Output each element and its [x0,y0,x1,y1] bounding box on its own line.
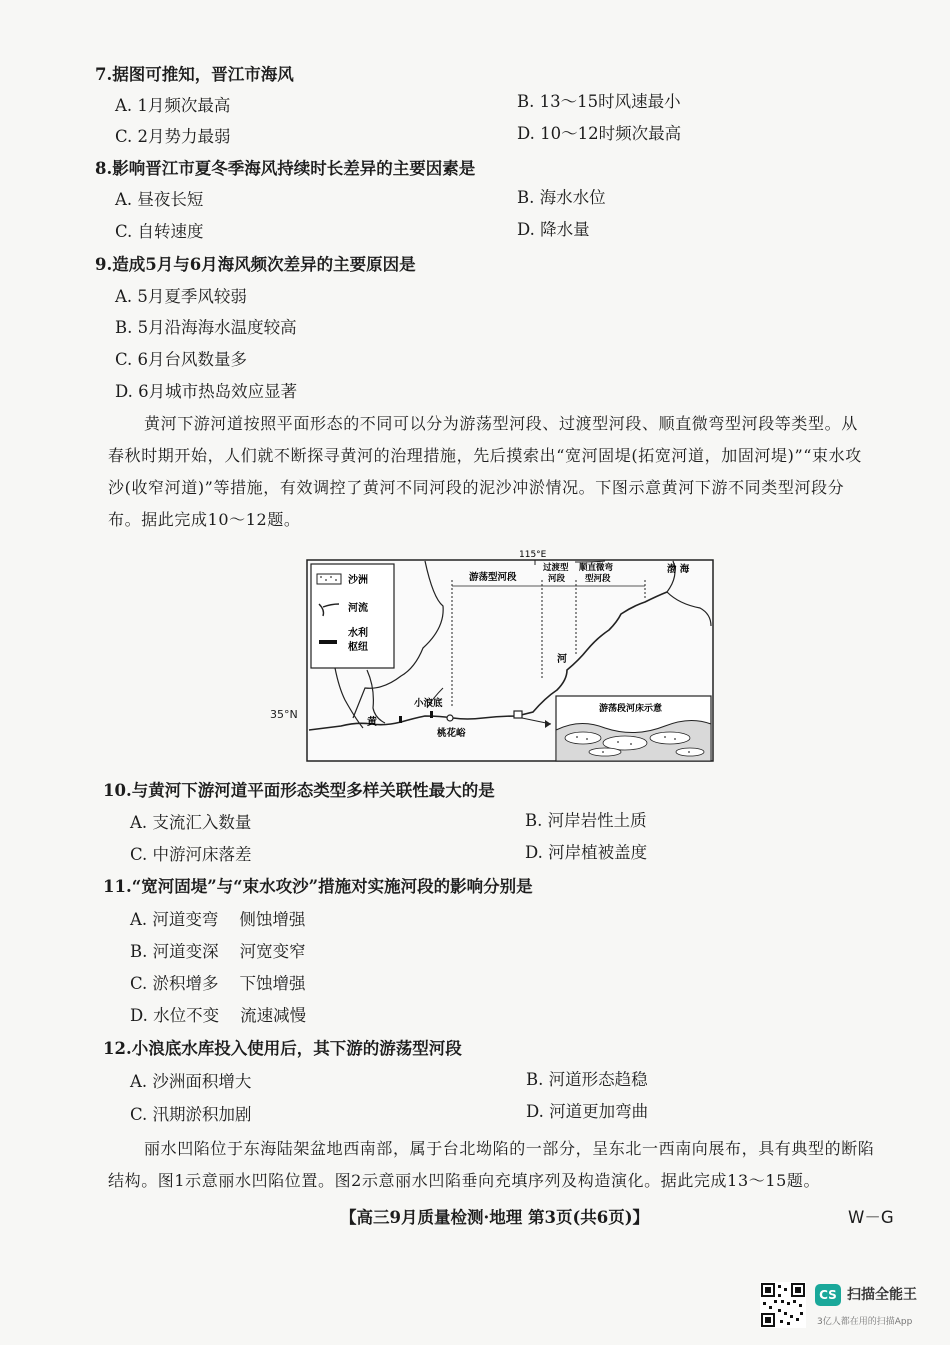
q9-option-a: A. 5月夏季风较弱 [115,287,247,306]
passage-yellow-river [108,408,888,536]
camscanner-name: 扫描全能王 [847,1287,917,1303]
dam-marker-xiaolangdi [430,711,433,718]
q7-option-a: A. 1月频次最高 [115,96,231,115]
passage-line: 黄河下游河道按照平面形态的不同可以分为游荡型河段、过渡型河段、顺直微弯型河段等类型。从 [144,414,858,433]
q11-option-b: B. 河道变深 河宽变窄 [130,942,306,961]
segment-label-transition-2: 河段 [548,574,566,584]
q9-stem: 9.造成5月与6月海风频次差异的主要原因是 [95,255,416,274]
dam-legend-icon [319,640,337,644]
he-char-label: 河 [557,654,567,665]
q11-option-a: A. 河道变弯 侧蚀增强 [130,910,306,929]
segment-label-transition-1: 过渡型 [543,563,569,573]
q10-option-c: C. 中游河床落差 [130,845,252,864]
dam-marker-1 [399,716,402,723]
q9-option-b: B. 5月沿海海水温度较高 [115,318,297,337]
q8-option-b: B. 海水水位 [517,188,606,207]
yellow-river-map [305,550,715,763]
segment-label-wandering: 游荡型河段 [469,572,517,583]
segment-label-straight-2: 型河段 [585,574,611,584]
inset-title: 游荡段河床示意 [599,704,663,714]
camscanner-logo: CS [815,1284,841,1306]
q9-option-d: D. 6月城市热岛效应显著 [115,382,298,401]
q12-option-b: B. 河道形态趋稳 [526,1070,648,1089]
bohai-label: 渤 海 [667,564,690,575]
q11-stem: 11.“宽河固堤”与“束水攻沙”措施对实施河段的影响分别是 [103,877,533,896]
parallel-35n-label: 35°N [270,708,298,721]
passage-line: 布。据此完成10～12题。 [108,510,301,529]
meridian-label: 115°E [519,550,547,560]
camscanner-slogan: 3亿人都在用的扫描App [817,1317,913,1327]
sandbar-legend-icon [317,574,341,584]
huang-char-label: 黄 [367,717,377,728]
legend-river-label: 河流 [348,603,368,614]
segment-label-straight-1: 顺直微弯 [579,563,614,573]
q10-option-b: B. 河岸岩性土质 [525,811,647,830]
taohuayu-point [447,715,453,721]
q12-stem: 12.小浪底水库投入使用后，其下游的游荡型河段 [103,1039,462,1058]
q8-option-a: A. 昼夜长短 [115,190,204,209]
q7-option-d: D. 10～12时频次最高 [517,124,682,143]
q10-option-a: A. 支流汇入数量 [130,813,252,832]
q9-option-c: C. 6月台风数量多 [115,350,248,369]
q10-stem: 10.与黄河下游河道平面形态类型多样关联性最大的是 [103,781,495,800]
scanner-watermark [760,1278,940,1338]
q7-stem: 7.据图可推知，晋江市海风 [95,65,294,84]
q8-option-d: D. 降水量 [517,220,590,239]
q11-option-d: D. 水位不变 流速减慢 [130,1006,307,1025]
q7-option-c: C. 2月势力最弱 [115,127,231,146]
xiaolangdi-label: 小浪底 [414,698,443,709]
q10-option-d: D. 河岸植被盖度 [525,843,648,862]
q8-stem: 8.影响晋江市夏冬季海风持续时长差异的主要因素是 [95,159,476,178]
passage-lishui-sag [108,1133,888,1197]
legend-dam-label-2: 枢纽 [348,642,368,653]
passage-line: 沙(收窄河道)”等措施，有效调控了黄河不同河段的泥沙冲淤情况。下图示意黄河下游不同类型河段分 [108,478,845,497]
q12-option-d: D. 河道更加弯曲 [526,1102,649,1121]
q11-option-c: C. 淤积增多 下蚀增强 [130,974,306,993]
passage-line: 丽水凹陷位于东海陆架盆地西南部，属于台北坳陷的一部分，呈东北一西南向展布，具有典型的断陷 [144,1139,875,1158]
q8-option-c: C. 自转速度 [115,222,204,241]
qr-code-icon [760,1282,806,1328]
taohuayu-label: 桃花峪 [437,728,466,739]
q12-option-c: C. 汛期淤积加剧 [130,1105,252,1124]
passage-line: 结构。图1示意丽水凹陷位置。图2示意丽水凹陷垂向充填序列及构造演化。据此完成13～15题。 [108,1171,821,1190]
page-footer: 【高三9月质量检测·地理 第3页(共6页)】 [340,1208,650,1227]
inset-location-box [514,711,522,718]
legend-sandbar-label: 沙洲 [348,575,368,586]
legend-dam-label-1: 水利 [348,628,368,639]
passage-line: 春秋时期开始，人们就不断探寻黄河的治理措施，先后摸索出“宽河固堤(拓宽河道，加固河堤)”“束水攻 [108,446,862,465]
q12-option-a: A. 沙洲面积增大 [130,1072,252,1091]
paper-code: W－G [848,1208,894,1227]
q7-option-b: B. 13～15时风速最小 [517,92,681,111]
